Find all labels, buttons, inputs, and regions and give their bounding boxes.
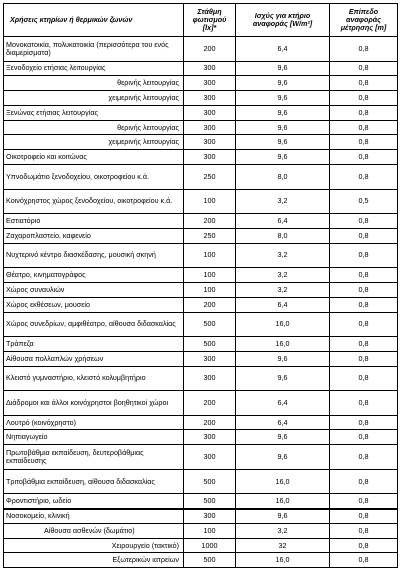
table-row (4, 243, 398, 268)
cell-power: 3,2 (236, 268, 330, 283)
cell-use: θερινής λειτουργίας (4, 120, 184, 135)
cell-lux: 100 (184, 282, 236, 297)
table-row (4, 445, 398, 470)
cell-use: Τράπεζα (4, 337, 184, 352)
cell-power: 9,6 (236, 150, 330, 165)
cell-height: 0,8 (330, 37, 398, 62)
cell-height: 0,8 (330, 105, 398, 120)
cell-lux: 300 (184, 91, 236, 106)
cell-power: 3,2 (236, 282, 330, 297)
cell-power: 16,0 (236, 337, 330, 352)
table-row (4, 268, 398, 283)
cell-height: 0,8 (330, 509, 398, 524)
table-row (4, 553, 398, 568)
cell-power: 9,6 (236, 351, 330, 366)
cell-use: Αίθουσα ασθενών (δωμάτιο) (4, 523, 184, 538)
cell-power: 9,6 (236, 430, 330, 445)
cell-power: 6,4 (236, 214, 330, 229)
table-row (4, 135, 398, 150)
cell-use: Νηπιαγωγείο (4, 430, 184, 445)
cell-height: 0,8 (330, 165, 398, 190)
cell-height: 0,8 (330, 415, 398, 430)
cell-power: 9,6 (236, 76, 330, 91)
cell-lux: 300 (184, 366, 236, 391)
cell-power: 9,6 (236, 105, 330, 120)
cell-use: χειμερινής λειτουργίας (4, 91, 184, 106)
cell-lux: 300 (184, 61, 236, 76)
cell-power: 9,6 (236, 120, 330, 135)
cell-lux: 300 (184, 150, 236, 165)
cell-height: 0,8 (330, 135, 398, 150)
cell-height: 0,8 (330, 430, 398, 445)
cell-lux: 300 (184, 351, 236, 366)
cell-height: 0,8 (330, 538, 398, 553)
cell-lux: 500 (184, 337, 236, 352)
cell-lux: 100 (184, 243, 236, 268)
cell-height: 0,8 (330, 523, 398, 538)
table-row (4, 37, 398, 62)
cell-height: 0,8 (330, 445, 398, 470)
cell-use: Οικοτροφείο και κοιτώνας (4, 150, 184, 165)
cell-lux: 300 (184, 135, 236, 150)
cell-height: 0,8 (330, 351, 398, 366)
table-row (4, 509, 398, 524)
header-illuminance: Στάθμη φωτισμού [lx]* (184, 4, 236, 37)
cell-use: Χώρος συναυλιών (4, 282, 184, 297)
table-header (4, 4, 398, 37)
header-reference-height: Επίπεδο αναφοράς μέτρησης [m] (330, 4, 398, 37)
table-row (4, 297, 398, 312)
cell-lux: 500 (184, 312, 236, 337)
cell-use: Φροντιστήριο, ωδείο (4, 494, 184, 509)
cell-height: 0,8 (330, 553, 398, 568)
table-row (4, 337, 398, 352)
cell-use: Μονοκατοικία, πολυκατοικία (περισσότερα του ενός διαμερίσματα) (4, 37, 184, 62)
lighting-requirements-table (3, 3, 398, 568)
cell-height: 0,8 (330, 391, 398, 416)
table-row (4, 391, 398, 416)
table-row (4, 214, 398, 229)
table-row (4, 228, 398, 243)
table-row (4, 351, 398, 366)
table-row (4, 366, 398, 391)
cell-height: 0,8 (330, 214, 398, 229)
cell-lux: 200 (184, 415, 236, 430)
cell-use: Χώρος εκθέσεων, μουσείο (4, 297, 184, 312)
cell-use: Νοσοκομείο, κλινική (4, 509, 184, 524)
cell-lux: 300 (184, 105, 236, 120)
cell-height: 0,8 (330, 268, 398, 283)
cell-height: 0,8 (330, 469, 398, 494)
table-row (4, 120, 398, 135)
cell-use: χειμερινής λειτουργίας (4, 135, 184, 150)
cell-lux: 300 (184, 445, 236, 470)
cell-lux: 100 (184, 523, 236, 538)
cell-use: Θέατρο, κινηματογράφος (4, 268, 184, 283)
cell-power: 6,4 (236, 37, 330, 62)
cell-power: 6,4 (236, 297, 330, 312)
cell-power: 6,4 (236, 415, 330, 430)
cell-power: 16,0 (236, 312, 330, 337)
table-row (4, 91, 398, 106)
table-row (4, 165, 398, 190)
cell-height: 0,8 (330, 120, 398, 135)
cell-power: 8,0 (236, 228, 330, 243)
cell-power: 16,0 (236, 553, 330, 568)
cell-lux: 300 (184, 509, 236, 524)
cell-use: Εστιατόριο (4, 214, 184, 229)
cell-power: 16,0 (236, 494, 330, 509)
cell-power: 9,6 (236, 509, 330, 524)
cell-height: 0,8 (330, 297, 398, 312)
cell-lux: 250 (184, 165, 236, 190)
cell-power: 9,6 (236, 445, 330, 470)
cell-height: 0,8 (330, 61, 398, 76)
cell-use: Χώρος συνεδρίων, αμφιθέατρο, αίθουσα διδασκαλίας (4, 312, 184, 337)
table-row (4, 189, 398, 214)
cell-lux: 500 (184, 553, 236, 568)
cell-use: Πρωτοβάθμια εκπαίδευση, δευτεροβάθμιας εκπαίδευσης (4, 445, 184, 470)
table-row (4, 150, 398, 165)
cell-power: 32 (236, 538, 330, 553)
cell-lux: 300 (184, 120, 236, 135)
cell-lux: 300 (184, 430, 236, 445)
cell-power: 8,0 (236, 165, 330, 190)
table-row (4, 523, 398, 538)
cell-lux: 200 (184, 297, 236, 312)
table-row (4, 76, 398, 91)
cell-lux: 200 (184, 214, 236, 229)
cell-power: 6,4 (236, 391, 330, 416)
cell-use: Κλειστό γυμναστήριο, κλειστό κολυμβητήριο (4, 366, 184, 391)
cell-use: Λουτρό (κοινόχρηστο) (4, 415, 184, 430)
cell-use: Ξενοδοχείο ετήσιας λειτουργίας (4, 61, 184, 76)
table-row (4, 494, 398, 509)
cell-power: 3,2 (236, 243, 330, 268)
cell-use: Νυχτερινό κέντρο διασκέδασης, μουσική σκηνή (4, 243, 184, 268)
cell-power: 16,0 (236, 469, 330, 494)
cell-use: Διάδρομοι και άλλοι κοινόχρηστοι βοηθητικοί χώροι (4, 391, 184, 416)
header-power-density: Ισχύς για κτήριο αναφοράς [W/m²] (236, 4, 330, 37)
table-row (4, 105, 398, 120)
cell-height: 0,8 (330, 91, 398, 106)
table-row (4, 469, 398, 494)
cell-power: 9,6 (236, 366, 330, 391)
cell-height: 0,8 (330, 150, 398, 165)
cell-use: Αίθουσα πολλαπλών χρήσεων (4, 351, 184, 366)
cell-lux: 500 (184, 494, 236, 509)
cell-lux: 100 (184, 189, 236, 214)
cell-use: Τριτοβάθμια εκπαίδευση, αίθουσα διδασκαλίας (4, 469, 184, 494)
cell-lux: 250 (184, 228, 236, 243)
header-building-use: Χρήσεις κτηρίων ή θερμικών ζωνών (4, 4, 184, 37)
table-row (4, 430, 398, 445)
cell-lux: 500 (184, 469, 236, 494)
cell-lux: 100 (184, 268, 236, 283)
cell-height: 0,8 (330, 494, 398, 509)
cell-lux: 200 (184, 37, 236, 62)
cell-power: 3,2 (236, 189, 330, 214)
cell-use: Υπνοδωμάτιο ξενοδοχείου, οικοτροφείου κ.ά. (4, 165, 184, 190)
cell-height: 0,8 (330, 337, 398, 352)
table-body (4, 37, 398, 568)
cell-use: Εξωτερικών ιατρείων (4, 553, 184, 568)
table-row (4, 282, 398, 297)
cell-height: 0,8 (330, 76, 398, 91)
cell-use: Χειρουργείο (τακτικό) (4, 538, 184, 553)
cell-use: Κοινόχρηστος χώρος ξενοδοχείου, οικοτροφείου κ.ά. (4, 189, 184, 214)
cell-power: 9,6 (236, 61, 330, 76)
cell-lux: 300 (184, 76, 236, 91)
cell-power: 3,2 (236, 523, 330, 538)
cell-height: 0,8 (330, 282, 398, 297)
cell-height: 0,5 (330, 189, 398, 214)
header-row (4, 4, 398, 37)
cell-height: 0,8 (330, 243, 398, 268)
cell-use: Ξενώνας ετήσιας λειτουργίας (4, 105, 184, 120)
cell-lux: 200 (184, 391, 236, 416)
cell-use: Ζαχαροπλαστείο, καφενείο (4, 228, 184, 243)
cell-power: 9,6 (236, 91, 330, 106)
cell-height: 0,8 (330, 228, 398, 243)
cell-height: 0,8 (330, 312, 398, 337)
cell-height: 0,8 (330, 366, 398, 391)
cell-lux: 1000 (184, 538, 236, 553)
table-row (4, 538, 398, 553)
table-row (4, 415, 398, 430)
cell-power: 9,6 (236, 135, 330, 150)
cell-use: θερινής λειτουργίας (4, 76, 184, 91)
table-row (4, 61, 398, 76)
table-row (4, 312, 398, 337)
